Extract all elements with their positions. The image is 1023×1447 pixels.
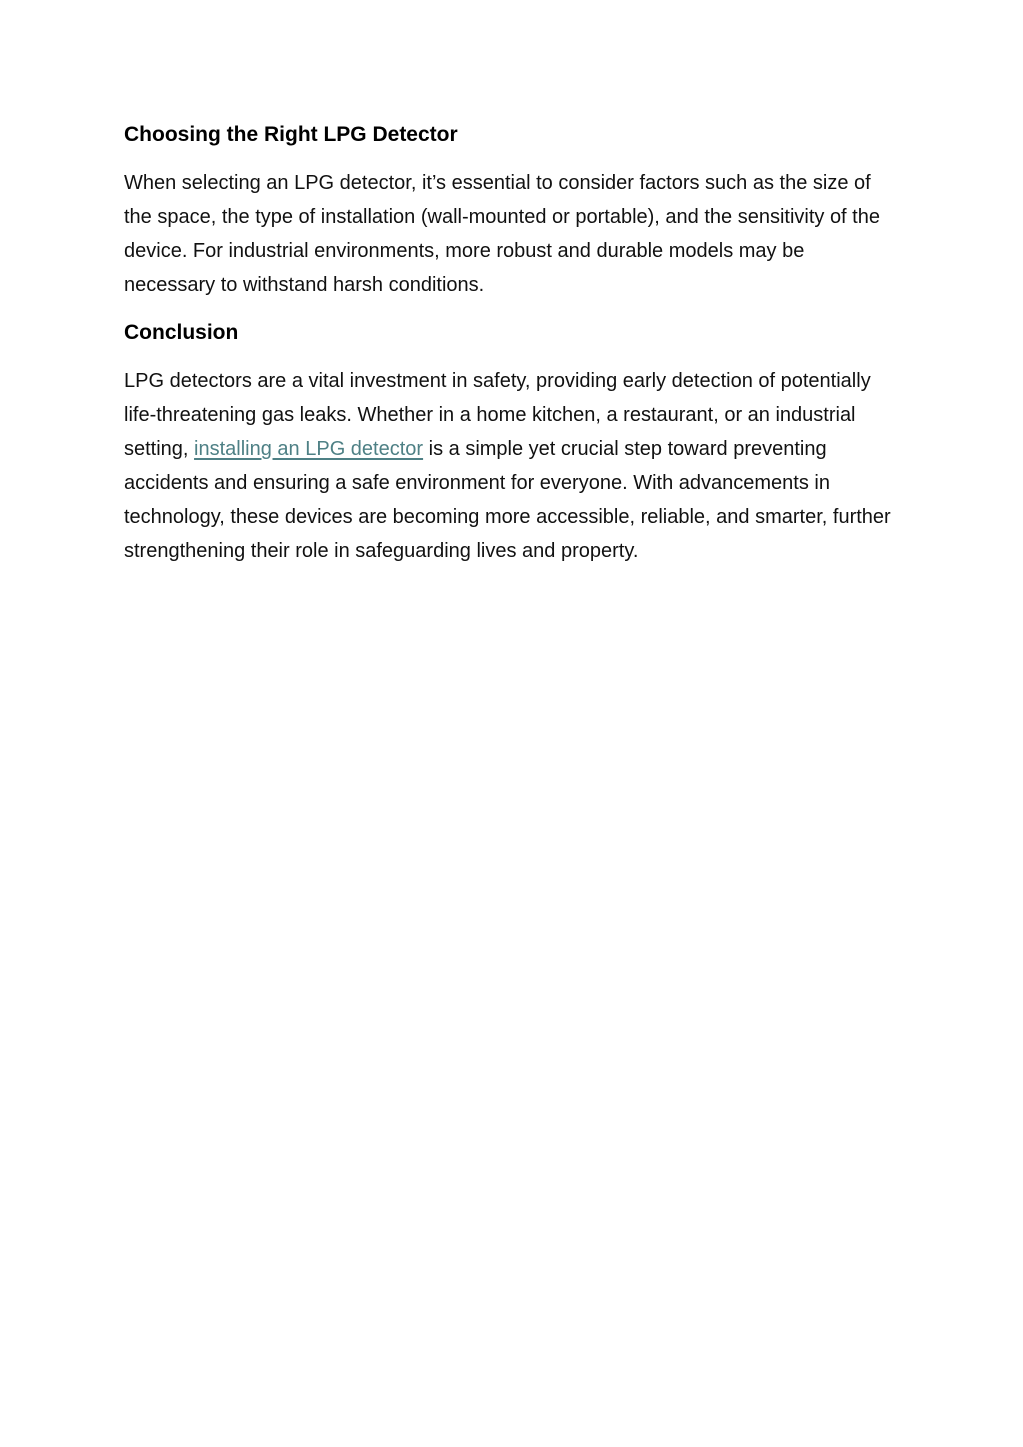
document-page [124,118,894,582]
section-body-conclusion [124,364,894,568]
section-heading-conclusion: Conclusion [124,321,239,344]
section-heading-choosing: Choosing the Right LPG Detector [124,123,458,146]
conclusion-text-after-link: is a simple yet crucial step toward preventing accidents and ensuring a safe environment for everyone. With advancements in technology, these devices are becoming more accessible, reliable, and smarter, further strengthening their role in safeguarding lives and property. [124,438,891,562]
conclusion-text-before-link: LPG detectors are a vital investment in safety, providing early detection of potentially life-threatening gas leaks. Whether in a home kitchen, a restaurant, or an industrial setting, [124,370,871,460]
lpg-detector-link[interactable]: installing an LPG detector [194,438,424,460]
section-body-choosing: When selecting an LPG detector, it’s essential to consider factors such as the size of the space, the type of installation (wall-mounted or portable), and the sensitivity of the device. For industrial environments, more robust and durable models may be necessary to withstand harsh conditions. [124,172,880,296]
